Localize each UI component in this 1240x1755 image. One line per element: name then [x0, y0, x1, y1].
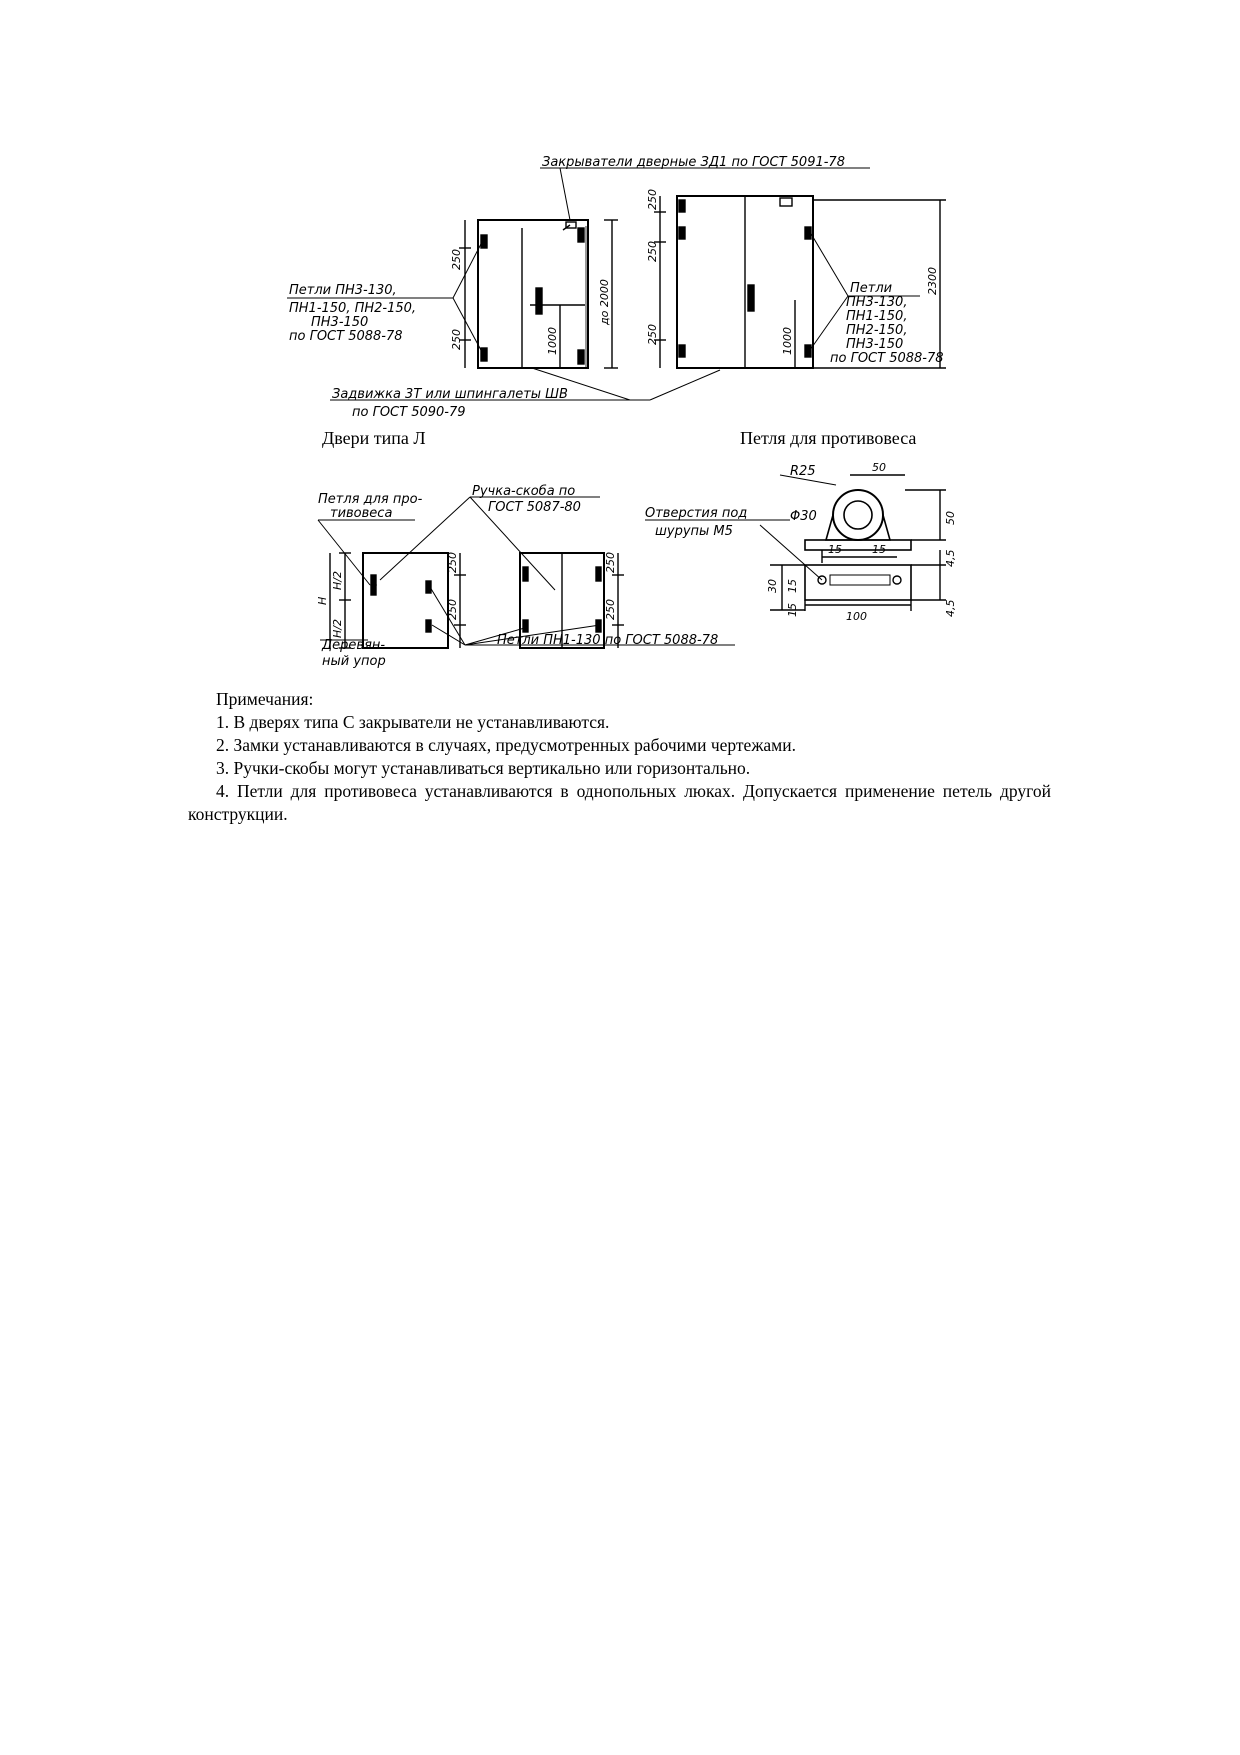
note-2: 2. Замки устанавливаются в случаях, предусмотренных рабочими чертежами. [216, 735, 796, 755]
handle-label-1: Ручка-скоба по [472, 484, 576, 499]
bolt-label-2: по ГОСТ 5090-79 [352, 405, 466, 420]
hinges-left-label-2: ПН1-150, ПН2-150, [289, 301, 417, 316]
hinges-right-label-5: ПН3-150 [846, 337, 904, 352]
closer-label: Закрыватели дверные ЗД1 по ГОСТ 5091-78 [542, 155, 845, 170]
dim-100: 100 [846, 610, 867, 623]
door-left [459, 220, 618, 368]
top-drawing [0, 0, 1240, 440]
dim-250-i: 250 [604, 599, 617, 620]
hinges-left-label-3: ПН3-150 [311, 315, 369, 330]
dim-do-2000: до 2000 [598, 279, 611, 325]
note-1: 1. В дверях типа С закрыватели не устанавливаются. [216, 712, 610, 732]
dim-r25: R25 [790, 464, 816, 479]
hinges-left-label-4: по ГОСТ 5088-78 [289, 329, 403, 344]
counterweight-loop-label-1: Петля для про- [318, 492, 423, 507]
holes-label-2: шурупы М5 [655, 524, 733, 539]
dim-30: 30 [766, 579, 779, 593]
hinges-right-label-2: ПН3-130, [846, 295, 908, 310]
dim-45-b: 4,5 [944, 599, 957, 617]
dim-250-c: 250 [646, 189, 659, 210]
hinges-right-label-4: ПН2-150, [846, 323, 908, 338]
dim-250-h: 250 [604, 552, 617, 573]
dim-1000-a: 1000 [546, 327, 559, 355]
dim-1000-b: 1000 [781, 327, 794, 355]
dim-50-top: 50 [872, 461, 886, 474]
note-3: 3. Ручки-скобы могут устанавливаться вертикально или горизонтально. [216, 758, 751, 778]
bottom-drawing [0, 455, 1240, 685]
hinges-bottom-label: Петли ПН1-130 по ГОСТ 5088-78 [497, 633, 719, 648]
dim-h2-b: H/2 [331, 619, 344, 638]
hinges-right-label-1: Петли [850, 281, 893, 296]
dim-15-c: 15 [786, 579, 799, 593]
dim-250-f: 250 [446, 552, 459, 573]
wood-stop-label-1: Деревян- [322, 638, 386, 653]
dim-15-a: 15 [828, 543, 842, 556]
dim-250-g: 250 [446, 599, 459, 620]
hinges-right-label-3: ПН1-150, [846, 309, 908, 324]
bolt-label-1: Задвижка 3Т или шпингалеты ШВ [332, 387, 568, 402]
dim-phi30: Φ30 [790, 509, 817, 524]
dim-15-b: 15 [872, 543, 886, 556]
counterweight-loop-label-2: тивовеса [330, 506, 393, 521]
dim-250-b: 250 [450, 329, 463, 350]
hinges-left-label-1: Петли ПН3-130, [289, 283, 397, 298]
dim-50-right: 50 [944, 511, 957, 525]
caption-counterweight-loop: Петля для противовеса [740, 428, 917, 448]
hinges-right-label-6: по ГОСТ 5088-78 [830, 351, 944, 366]
dim-2300: 2300 [926, 267, 939, 295]
notes-title: Примечания: [216, 689, 314, 709]
dim-250-d: 250 [646, 241, 659, 262]
dim-250-a: 250 [450, 249, 463, 270]
dim-15-d: 15 [786, 603, 799, 617]
caption-doors-type-l: Двери типа Л [322, 428, 426, 448]
dim-250-e: 250 [646, 324, 659, 345]
dim-h2-a: H/2 [331, 571, 344, 590]
dim-h: H [316, 596, 329, 605]
note-4: 4. Петли для противовеса устанавливаются в однопольных люках. Допускается применение петель другой конструкции. [188, 781, 1051, 824]
dim-45-a: 4,5 [944, 549, 957, 567]
holes-label-1: Отверстия под [645, 506, 748, 521]
notes [188, 688, 1051, 826]
handle-label-2: ГОСТ 5087-80 [488, 500, 581, 515]
wood-stop-label-2: ный упор [322, 654, 386, 669]
